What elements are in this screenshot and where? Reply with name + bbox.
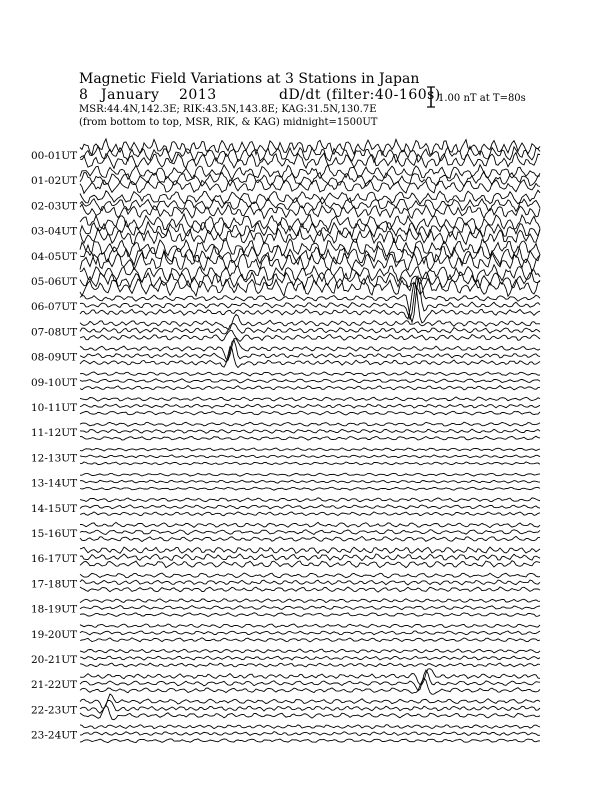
trace-msr bbox=[80, 397, 540, 401]
trace-kag bbox=[80, 487, 540, 490]
row-traces bbox=[80, 139, 540, 168]
quantity-label: dD/dt (filter:40-160s) bbox=[279, 87, 441, 103]
trace-rik bbox=[80, 530, 540, 535]
trace-kag bbox=[80, 561, 540, 568]
scale-bar-label: 1.00 nT at T=80s bbox=[438, 93, 526, 104]
row-traces bbox=[80, 599, 540, 617]
row-traces bbox=[80, 372, 540, 390]
trace-rik bbox=[80, 656, 540, 660]
trace-kag bbox=[80, 462, 540, 465]
trace-rik bbox=[80, 340, 540, 363]
trace-rik bbox=[80, 580, 540, 585]
trace-msr bbox=[80, 498, 540, 502]
trace-kag bbox=[80, 536, 540, 541]
trace-msr bbox=[80, 473, 540, 476]
row-traces bbox=[80, 624, 540, 642]
trace-rik bbox=[80, 480, 540, 483]
row-traces bbox=[80, 498, 540, 516]
row-label: 03-04UT bbox=[31, 225, 78, 238]
trace-rik bbox=[80, 670, 540, 691]
trace-msr bbox=[80, 547, 540, 553]
row-traces bbox=[80, 649, 540, 667]
row-traces bbox=[80, 339, 540, 368]
date-month: January bbox=[101, 87, 160, 103]
row-label: 15-16UT bbox=[31, 528, 78, 540]
row-traces bbox=[80, 547, 540, 568]
row-label: 01-02UT bbox=[31, 175, 78, 188]
trace-msr bbox=[80, 339, 540, 360]
row-label: 19-20UT bbox=[31, 628, 78, 641]
row-label: 08-09UT bbox=[31, 351, 78, 364]
trace-msr bbox=[80, 422, 540, 426]
trace-kag bbox=[80, 386, 540, 390]
row-traces bbox=[80, 165, 540, 194]
row-label: 22-23UT bbox=[31, 704, 78, 717]
date-year: 2013 bbox=[179, 87, 217, 103]
row-label: 17-18UT bbox=[31, 578, 78, 591]
trace-msr bbox=[80, 139, 540, 155]
row-traces bbox=[80, 669, 540, 695]
trace-msr bbox=[80, 522, 540, 527]
trace-msr bbox=[80, 372, 540, 376]
row-traces bbox=[80, 448, 540, 465]
row-traces bbox=[80, 265, 540, 297]
row-label: 00-01UT bbox=[31, 150, 78, 162]
row-traces bbox=[80, 725, 540, 743]
trace-kag bbox=[80, 512, 540, 516]
trace-msr bbox=[80, 669, 540, 685]
row-label: 05-06UT bbox=[31, 276, 78, 288]
row-traces bbox=[80, 238, 540, 272]
row-traces bbox=[80, 522, 540, 541]
row-traces bbox=[80, 473, 540, 490]
row-label: 18-19UT bbox=[31, 603, 78, 616]
row-traces bbox=[80, 422, 540, 440]
row-traces bbox=[80, 214, 540, 245]
trace-kag bbox=[80, 678, 540, 694]
row-label: 12-13UT bbox=[31, 452, 78, 465]
trace-kag bbox=[80, 739, 540, 743]
trace-kag bbox=[80, 587, 540, 592]
trace-rik bbox=[80, 606, 540, 610]
trace-msr bbox=[80, 649, 540, 653]
trace-rik bbox=[80, 379, 540, 383]
trace-rik bbox=[80, 455, 540, 458]
row-label: 14-15UT bbox=[31, 502, 78, 515]
row-traces bbox=[80, 276, 540, 323]
row-traces bbox=[80, 314, 540, 341]
row-label: 21-22UT bbox=[31, 679, 78, 692]
trace-kag bbox=[80, 204, 540, 218]
trace-rik bbox=[80, 505, 540, 509]
trace-msr bbox=[80, 278, 540, 323]
trace-msr bbox=[80, 694, 540, 708]
row-label: 02-03UT bbox=[31, 200, 78, 213]
trace-msr bbox=[80, 624, 540, 628]
row-label: 20-21UT bbox=[31, 654, 78, 666]
trace-kag bbox=[80, 436, 540, 440]
trace-msr bbox=[80, 573, 540, 578]
row-traces bbox=[80, 573, 540, 592]
trace-msr bbox=[80, 725, 540, 729]
row-label: 23-24UT bbox=[31, 729, 78, 742]
trace-msr bbox=[80, 265, 540, 283]
trace-kag bbox=[80, 663, 540, 667]
row-label: 07-08UT bbox=[31, 326, 78, 339]
date-day: 8 bbox=[79, 87, 89, 103]
stations-line: MSR:44.4N,142.3E; RIK:43.5N,143.8E; KAG:31.5N,130.7E bbox=[79, 104, 377, 115]
trace-kag bbox=[80, 411, 540, 415]
trace-rik bbox=[80, 429, 540, 433]
row-traces bbox=[80, 694, 540, 720]
trace-kag bbox=[80, 180, 540, 194]
trace-rik bbox=[80, 404, 540, 408]
row-label: 09-10UT bbox=[31, 376, 78, 389]
trace-rik bbox=[80, 631, 540, 635]
trace-kag bbox=[80, 638, 540, 642]
chart-title: Magnetic Field Variations at 3 Stations in Japan bbox=[79, 71, 420, 87]
row-label: 16-17UT bbox=[31, 553, 78, 566]
trace-rik bbox=[80, 554, 540, 561]
trace-rik bbox=[80, 732, 540, 736]
trace-msr bbox=[80, 314, 540, 329]
trace-kag bbox=[80, 279, 540, 297]
station-order-note: (from bottom to top, MSR, RIK, & KAG) midnight=1500UT bbox=[79, 117, 378, 128]
trace-msr bbox=[80, 599, 540, 603]
row-traces bbox=[80, 397, 540, 415]
row-label: 04-05UT bbox=[31, 250, 78, 263]
row-label: 10-11UT bbox=[31, 402, 78, 414]
trace-rik bbox=[80, 700, 540, 713]
row-label: 13-14UT bbox=[31, 477, 78, 490]
trace-kag bbox=[80, 613, 540, 617]
trace-msr bbox=[80, 448, 540, 451]
row-label: 11-12UT bbox=[31, 427, 78, 440]
row-label: 06-07UT bbox=[31, 301, 78, 314]
